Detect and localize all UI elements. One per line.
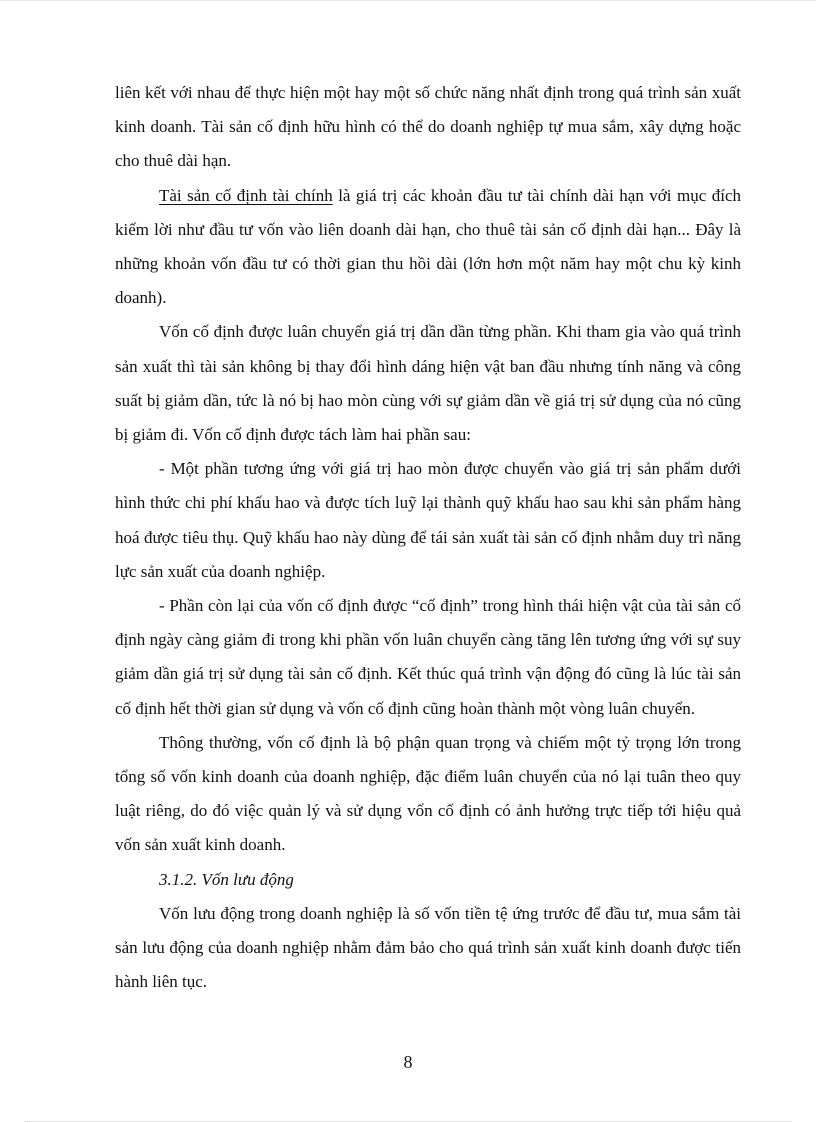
paragraph-remaining-part: - Phần còn lại của vốn cố định được “cố định” trong hình thái hiện vật của tài sản cố định ngày càng giảm đi trong khi phần vốn luân chuyển càng tăng lên tương ứng với sự suy giảm dần giá trị sử dụng tài sản cố định. Kết thúc quá trình vận động đó cũng là lúc tài sản cố định hết thời gian sử dụng và vốn cố định cũng hoàn thành một vòng luân chuyển. — [115, 596, 741, 718]
page-top-border — [0, 0, 816, 1]
paragraph-fixed-capital-rotation: Vốn cố định được luân chuyển giá trị dần dần từng phần. Khi tham gia vào quá trình sản xuất thì tài sản không bị thay đổi hình dáng hiện vật ban đầu nhưng tính năng và công suất bị giảm dần, tức là nó bị hao mòn cùng với sự giảm dần về giá trị sử dụng của nó cũng bị giảm đi. Vốn cố định được tách làm hai phần sau: — [115, 322, 741, 445]
paragraph-text: là giá trị các khoản đầu tư tài chính dài hạn với mục đích kiếm lời như đầu tư vốn vào liên doanh dài hạn, cho thuê tài sản cố định dài hạn... Đây là những khoản vốn đầu tư có thời gian thu hồi dài (lớn hơn một năm hay một chu kỳ kinh doanh). — [115, 185, 741, 308]
document-body — [115, 76, 741, 999]
paragraph-working-capital: Vốn lưu động trong doanh nghiệp là số vốn tiền tệ ứng trước để đầu tư, mua sắm tài sản lưu động của doanh nghiệp nhằm đảm bảo cho quá trình sản xuất kinh doanh được tiến hành liên tục. — [115, 903, 741, 992]
paragraph-financial-assets — [115, 179, 741, 316]
underlined-term: Tài sản cố định tài chính — [159, 185, 333, 205]
paragraph-continuation: liên kết với nhau để thực hiện một hay một số chức năng nhất định trong quá trình sản xuất kinh doanh. Tài sản cố định hữu hình có thể do doanh nghiệp tự mua sắm, xây dựng hoặc cho thuê dài hạn. — [115, 83, 741, 171]
paragraph-depreciation-part: - Một phần tương ứng với giá trị hao mòn được chuyển vào giá trị sản phẩm dưới hình thức chi phí khấu hao và được tích luỹ lại thành quỹ khấu hao sau khi sản phẩm hàng hoá được tiêu thụ. Quỹ khấu hao này dùng để tái sản xuất tài sản cố định nhằm duy trì năng lực sản xuất của doanh nghiệp. — [115, 459, 741, 581]
section-heading: 3.1.2. Vốn lưu động — [159, 869, 294, 889]
paragraph-importance: Thông thường, vốn cố định là bộ phận quan trọng và chiếm một tỷ trọng lớn trong tổng số vốn kinh doanh của doanh nghiệp, đặc điểm luân chuyển của nó lại tuân theo quy luật riêng, do đó việc quản lý và sử dụng vốn cố định có ảnh hưởng trực tiếp tới hiệu quả vốn sản xuất kinh doanh. — [115, 732, 741, 855]
page-number: 8 — [403, 1052, 413, 1072]
page-bottom-border — [24, 1121, 792, 1122]
